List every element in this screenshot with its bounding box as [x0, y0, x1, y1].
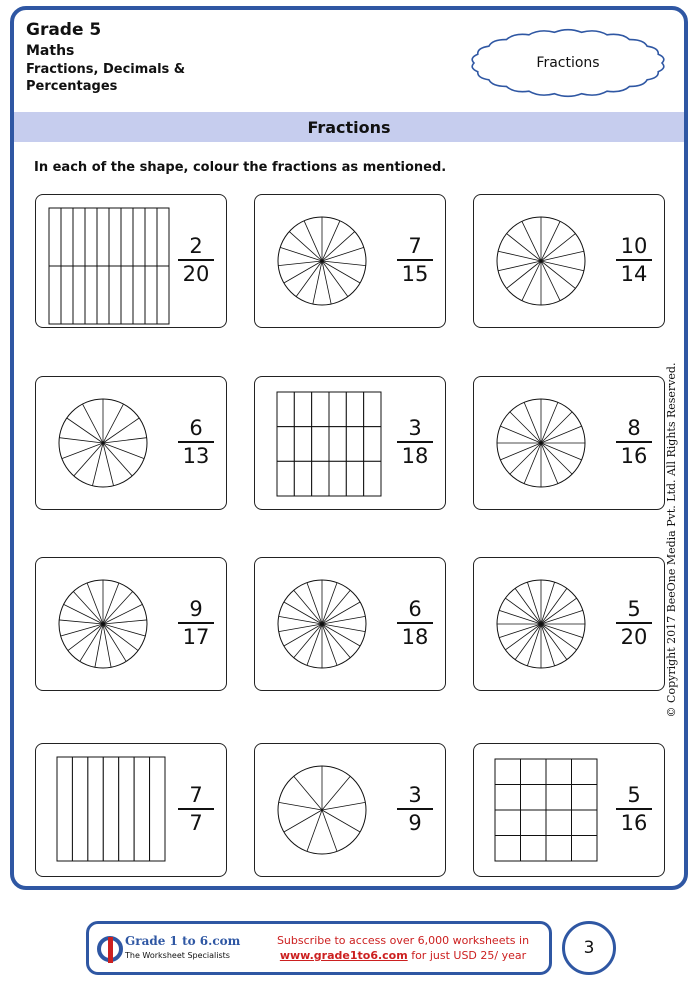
fraction-bar [616, 441, 652, 443]
topic-line-2: Percentages [26, 79, 118, 94]
fraction-numerator: 6 [189, 416, 203, 440]
grid-cell [495, 836, 521, 862]
grid-cell [294, 461, 311, 496]
fraction-numerator: 3 [408, 783, 422, 807]
fraction-numerator: 10 [620, 234, 648, 258]
circle-fraction-shape[interactable] [56, 577, 150, 671]
grid-cell [294, 427, 311, 462]
page-number: 3 [562, 921, 616, 975]
grid-fraction-shape[interactable] [56, 756, 166, 862]
grid-cell [546, 785, 572, 811]
grid-cell [49, 208, 61, 266]
fraction-numerator: 7 [189, 783, 203, 807]
fraction-denominator: 15 [401, 262, 429, 286]
grid-cell [61, 208, 73, 266]
fraction-bar [178, 622, 214, 624]
grid-cell [85, 208, 97, 266]
fraction-denominator: 13 [182, 444, 210, 468]
grid-cell [546, 759, 572, 785]
fraction-denominator: 7 [189, 811, 203, 835]
fraction-card [254, 376, 446, 510]
grid-cell [134, 757, 149, 861]
fraction-card [473, 743, 665, 877]
page-title: Fractions [14, 112, 684, 142]
grid-fraction-shape[interactable] [494, 758, 598, 862]
fraction-card [35, 376, 227, 510]
fraction-label [393, 417, 437, 467]
fraction-numerator: 7 [408, 234, 422, 258]
grid-cell [312, 427, 329, 462]
fraction-card [35, 743, 227, 877]
circle-fraction-shape[interactable] [275, 577, 369, 671]
fraction-denominator: 14 [620, 262, 648, 286]
grid-cell [364, 392, 381, 427]
grid-cell [145, 266, 157, 324]
fraction-label [612, 784, 656, 834]
fraction-bar [178, 441, 214, 443]
grid-cell [109, 208, 121, 266]
grid-cell [495, 759, 521, 785]
promo-text [259, 933, 547, 963]
fraction-numerator: 5 [627, 597, 641, 621]
fraction-numerator: 9 [189, 597, 203, 621]
grid-cell [312, 461, 329, 496]
grid-cell [103, 757, 118, 861]
circle-fraction-shape[interactable] [56, 396, 150, 490]
grid-cell [133, 208, 145, 266]
grid-cell [61, 266, 73, 324]
grid-cell [364, 427, 381, 462]
fraction-numerator: 6 [408, 597, 422, 621]
grid-cell [346, 461, 363, 496]
fraction-label [393, 598, 437, 648]
logo-name: Grade 1 to 6.com [125, 934, 241, 948]
grid-cell [521, 836, 547, 862]
grid-cell [521, 810, 547, 836]
grid-cell [572, 836, 598, 862]
fraction-numerator: 3 [408, 416, 422, 440]
fraction-label [174, 598, 218, 648]
fraction-card [473, 557, 665, 691]
grid-cell [312, 392, 329, 427]
fraction-bar [616, 259, 652, 261]
grade1to6-logo-icon [97, 931, 123, 969]
grid-cell [97, 208, 109, 266]
fraction-bar [397, 808, 433, 810]
promo-line-1: Subscribe to access over 6,000 worksheets in [276, 934, 530, 947]
fraction-denominator: 18 [401, 444, 429, 468]
grid-cell [495, 785, 521, 811]
fraction-card [254, 194, 446, 328]
fraction-bar [397, 259, 433, 261]
grade-label: Grade 5 [26, 20, 102, 40]
grid-cell [72, 757, 87, 861]
promo-link[interactable]: www.grade1to6.com [279, 949, 408, 962]
circle-fraction-shape[interactable] [494, 396, 588, 490]
grid-fraction-shape[interactable] [48, 207, 170, 325]
circle-fraction-shape[interactable] [275, 214, 369, 308]
grid-cell [546, 810, 572, 836]
fraction-denominator: 20 [182, 262, 210, 286]
grid-cell [121, 266, 133, 324]
fraction-numerator: 5 [627, 783, 641, 807]
fraction-card [473, 376, 665, 510]
grid-cell [346, 427, 363, 462]
fraction-card [35, 557, 227, 691]
grid-cell [97, 266, 109, 324]
fraction-label [612, 417, 656, 467]
grid-cell [346, 392, 363, 427]
instruction-text: In each of the shape, colour the fractions as mentioned. [34, 160, 447, 175]
fraction-label [393, 784, 437, 834]
topic-line-1: Fractions, Decimals & [26, 62, 186, 77]
grid-cell [85, 266, 97, 324]
grid-cell [57, 757, 72, 861]
grid-cell [277, 461, 294, 496]
fraction-label [393, 235, 437, 285]
fraction-bar [616, 808, 652, 810]
grid-cell [157, 208, 169, 266]
grid-cell [546, 836, 572, 862]
fraction-label [174, 784, 218, 834]
grid-cell [121, 208, 133, 266]
grid-cell [521, 759, 547, 785]
grid-cell [277, 392, 294, 427]
fraction-bar [397, 622, 433, 624]
grid-cell [73, 208, 85, 266]
fraction-card [254, 557, 446, 691]
grid-fraction-shape[interactable] [276, 391, 382, 497]
promo-line-2 [259, 948, 547, 963]
grid-cell [145, 208, 157, 266]
grid-cell [133, 266, 145, 324]
cloud-badge-label: Fractions [536, 55, 600, 71]
fraction-bar [178, 259, 214, 261]
circle-fraction-shape[interactable] [494, 577, 588, 671]
grid-cell [329, 461, 346, 496]
fraction-card [473, 194, 665, 328]
grid-cell [150, 757, 165, 861]
fraction-label [612, 235, 656, 285]
grid-cell [88, 757, 103, 861]
grid-cell [572, 785, 598, 811]
fraction-bar [616, 622, 652, 624]
circle-fraction-shape[interactable] [275, 763, 369, 857]
grid-cell [157, 266, 169, 324]
grid-cell [49, 266, 61, 324]
grid-cell [495, 810, 521, 836]
grid-cell [277, 427, 294, 462]
logo-tagline: The Worksheet Specialists [125, 951, 230, 960]
fraction-label [174, 235, 218, 285]
fraction-label [174, 417, 218, 467]
grid-cell [572, 810, 598, 836]
grid-cell [329, 392, 346, 427]
grid-cell [73, 266, 85, 324]
topic-label [26, 61, 216, 95]
circle-fraction-shape[interactable] [494, 214, 588, 308]
footer-banner[interactable] [86, 921, 552, 975]
fraction-denominator: 18 [401, 625, 429, 649]
fraction-card [35, 194, 227, 328]
fraction-label [612, 598, 656, 648]
grid-cell [572, 759, 598, 785]
grid-cell [521, 785, 547, 811]
promo-suffix: for just USD 25/ year [407, 949, 527, 962]
grid-cell [294, 392, 311, 427]
fraction-denominator: 16 [620, 811, 648, 835]
fraction-denominator: 16 [620, 444, 648, 468]
fraction-denominator: 20 [620, 625, 648, 649]
subject-label: Maths [26, 43, 75, 59]
grid-cell [119, 757, 134, 861]
fraction-denominator: 17 [182, 625, 210, 649]
fraction-numerator: 8 [627, 416, 641, 440]
fraction-bar [178, 808, 214, 810]
grid-cell [329, 427, 346, 462]
fraction-card [254, 743, 446, 877]
fraction-denominator: 9 [408, 811, 422, 835]
copyright-notice: © Copyright 2017 BeeOne Media Pvt. Ltd. All Rights Reserved. [665, 362, 678, 718]
fraction-numerator: 2 [189, 234, 203, 258]
grid-cell [109, 266, 121, 324]
grid-cell [364, 461, 381, 496]
fraction-bar [397, 441, 433, 443]
